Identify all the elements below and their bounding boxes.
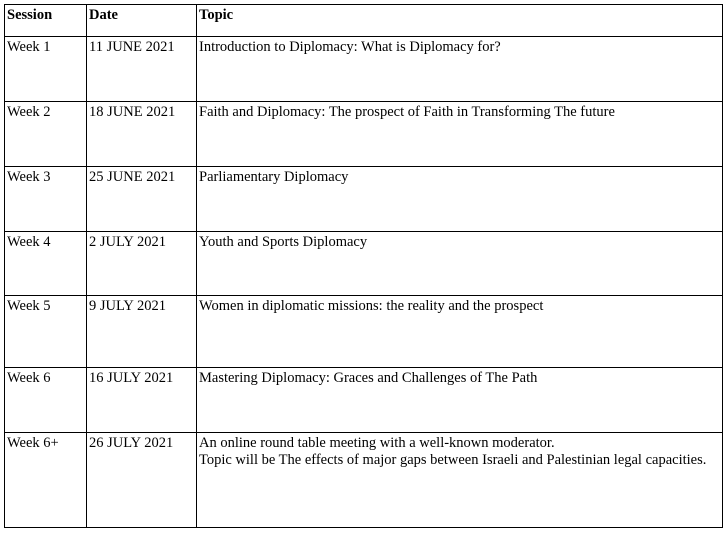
table-row xyxy=(5,37,723,102)
date-cell: 16 JULY 2021 xyxy=(87,368,197,433)
date-cell: 2 JULY 2021 xyxy=(87,232,197,296)
date-cell: 18 JUNE 2021 xyxy=(87,102,197,167)
topic-cell: Parliamentary Diplomacy xyxy=(197,167,723,232)
header-date: Date xyxy=(87,5,197,37)
table-row xyxy=(5,433,723,528)
topic-line: An online round table meeting with a well-known moderator. xyxy=(199,435,555,451)
topic-cell xyxy=(197,433,723,528)
session-cell: Week 6 xyxy=(5,368,87,433)
table-row xyxy=(5,368,723,433)
table-row xyxy=(5,296,723,368)
topic-cell: Women in diplomatic missions: the reality and the prospect xyxy=(197,296,723,368)
header-topic: Topic xyxy=(197,5,723,37)
header-session: Session xyxy=(5,5,87,37)
session-cell: Week 1 xyxy=(5,37,87,102)
date-cell: 25 JUNE 2021 xyxy=(87,167,197,232)
topic-cell: Youth and Sports Diplomacy xyxy=(197,232,723,296)
date-cell: 26 JULY 2021 xyxy=(87,433,197,528)
schedule-table xyxy=(4,4,723,528)
session-cell: Week 2 xyxy=(5,102,87,167)
table-row xyxy=(5,167,723,232)
table-header-row xyxy=(5,5,723,37)
topic-cell: Mastering Diplomacy: Graces and Challenges of The Path xyxy=(197,368,723,433)
table-row xyxy=(5,102,723,167)
session-cell: Week 5 xyxy=(5,296,87,368)
topic-cell: Faith and Diplomacy: The prospect of Faith in Transforming The future xyxy=(197,102,723,167)
date-cell: 9 JULY 2021 xyxy=(87,296,197,368)
date-cell: 11 JUNE 2021 xyxy=(87,37,197,102)
topic-line: Topic will be The effects of major gaps between Israeli and Palestinian legal capacities. xyxy=(199,452,707,468)
session-cell: Week 4 xyxy=(5,232,87,296)
session-cell: Week 3 xyxy=(5,167,87,232)
table-row xyxy=(5,232,723,296)
session-cell: Week 6+ xyxy=(5,433,87,528)
topic-cell: Introduction to Diplomacy: What is Diplomacy for? xyxy=(197,37,723,102)
